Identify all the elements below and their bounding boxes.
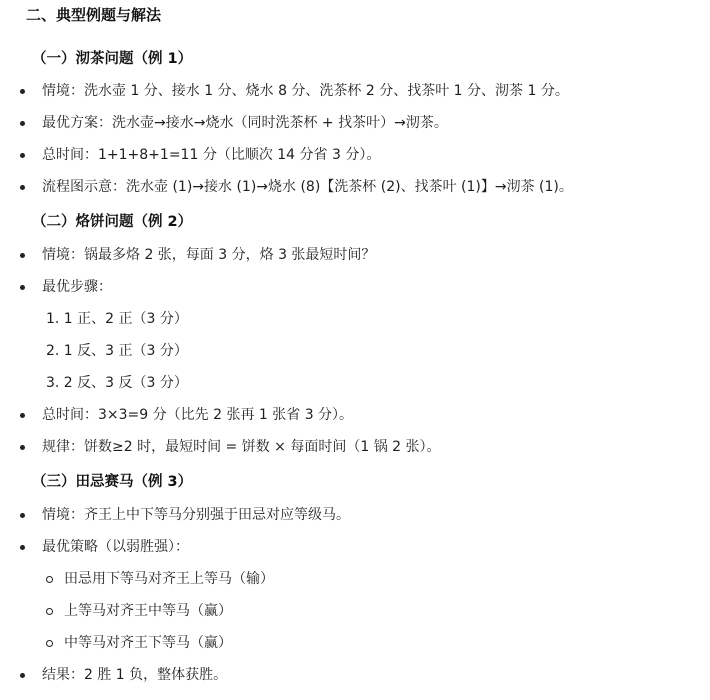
numbered-step: 1. 1 正、2 正（3 分） — [46, 311, 188, 327]
list-item-text: 总时间：1+1+8+1=11 分（比顺次 14 分省 3 分）。 — [42, 147, 381, 163]
list-item-text: 结果：2 胜 1 负，整体获胜。 — [42, 667, 228, 683]
hollow-bullet-icon — [46, 640, 53, 647]
bullet-icon — [20, 253, 25, 258]
subsection-title-pancake: （二）烙饼问题（例 2） — [32, 214, 193, 230]
bullet-icon — [20, 89, 25, 94]
section-heading: 二、典型例题与解法 — [26, 6, 162, 24]
list-item-text: 最优方案：洗水壶→接水→烧水（同时洗茶杯 + 找茶叶）→沏茶。 — [42, 115, 448, 131]
list-item-text: 情境：齐王上中下等马分别强于田忌对应等级马。 — [42, 507, 350, 523]
subsection-title-tea: （一）沏茶问题（例 1） — [32, 51, 193, 67]
sub-list-item-text: 中等马对齐王下等马（赢） — [64, 635, 232, 651]
hollow-bullet-icon — [46, 608, 53, 615]
bullet-icon — [20, 673, 25, 678]
list-item-text: 流程图示意：洗水壶 (1)→接水 (1)→烧水 (8)【洗茶杯 (2)、找茶叶 (1)】→沏茶 (1)。 — [42, 179, 573, 195]
hollow-bullet-icon — [46, 576, 53, 583]
numbered-step: 3. 2 反、3 反（3 分） — [46, 375, 188, 391]
bullet-icon — [20, 513, 25, 518]
bullet-icon — [20, 185, 25, 190]
list-item-text: 最优策略（以弱胜强）： — [42, 539, 189, 555]
bullet-icon — [20, 413, 25, 418]
list-item-text: 规律：饼数≥2 时，最短时间 = 饼数 × 每面时间（1 锅 2 张）。 — [42, 439, 441, 455]
bullet-icon — [20, 445, 25, 450]
bullet-icon — [20, 153, 25, 158]
bullet-icon — [20, 121, 25, 126]
list-item-text: 情境：锅最多烙 2 张，每面 3 分，烙 3 张最短时间？ — [42, 247, 376, 263]
list-item-text: 最优步骤： — [42, 279, 112, 295]
bullet-icon — [20, 545, 25, 550]
list-item-text: 总时间：3×3=9 分（比先 2 张再 1 张省 3 分）。 — [42, 407, 354, 423]
subsection-title-horse-race: （三）田忌赛马（例 3） — [32, 474, 193, 490]
numbered-step: 2. 1 反、3 正（3 分） — [46, 343, 188, 359]
list-item-text: 情境：洗水壶 1 分、接水 1 分、烧水 8 分、洗茶杯 2 分、找茶叶 1 分、沏茶 1 分。 — [42, 83, 569, 99]
bullet-icon — [20, 285, 25, 290]
sub-list-item-text: 上等马对齐王中等马（赢） — [64, 603, 232, 619]
sub-list-item-text: 田忌用下等马对齐王上等马（输） — [64, 571, 274, 587]
